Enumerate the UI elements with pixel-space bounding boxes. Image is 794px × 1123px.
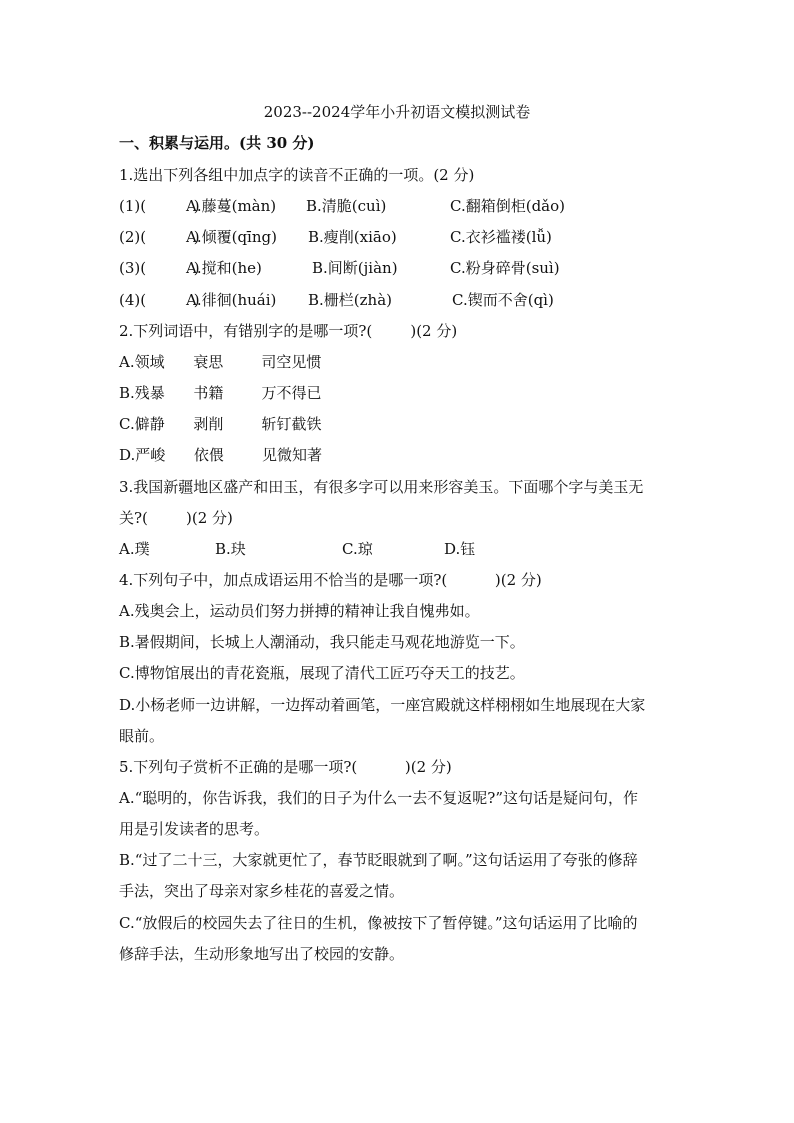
question-3-option: C.琼: [342, 540, 373, 558]
option-a: A.藤蔓(màn): [186, 197, 277, 215]
question-5-option-b: B.“过了二十三，大家就更忙了，春节眨眼就到了啊。”这句话运用了夸张的修辞: [119, 851, 638, 869]
question-4-option-c: C.博物馆展出的青花瓷瓶，展现了清代工匠巧夺天工的技艺。: [119, 664, 525, 682]
option-b: B.栅栏(zhà): [308, 291, 393, 309]
question-3-option: D.钰: [444, 540, 476, 558]
section-heading: 一、积累与运用。(共 30 分): [119, 134, 315, 152]
question-2-option: A.领域 衰思 司空见惯: [119, 353, 322, 371]
option-c: C.翻箱倒柜(dǎo): [450, 197, 565, 215]
answer-blank[interactable]: (4)( ): [119, 291, 200, 309]
question-4-option-d: D.小杨老师一边讲解，一边挥动着画笔，一座宫殿就这样栩栩如生地展现在大家: [119, 696, 646, 714]
option-a: A.倾覆(qīng): [186, 228, 277, 246]
answer-blank[interactable]: (2)( ): [119, 228, 200, 246]
option-c: C.锲而不舍(qì): [452, 291, 554, 309]
question-5-option-a: A.“聪明的，你告诉我，我们的日子为什么一去不复返呢?”这句话是疑问句，作: [119, 789, 638, 807]
question-3-option: A.璞: [119, 540, 150, 558]
question-2-option: B.残暴 书籍 万不得已: [119, 384, 322, 402]
exam-title: 2023--2024学年小升初语文模拟测试卷: [263, 103, 531, 121]
option-b: B.清脆(cuì): [306, 197, 387, 215]
question-5-option-a-cont: 用是引发读者的思考。: [119, 820, 270, 838]
question-2-option: C.僻静 剥削 斩钉截铁: [119, 415, 322, 433]
question-4-stem: 4.下列句子中，加点成语运用不恰当的是哪一项?( )(2 分): [119, 571, 542, 589]
answer-blank[interactable]: (1)( ): [119, 197, 200, 215]
option-b: B.间断(jiàn): [312, 259, 398, 277]
question-3-stem: 3.我国新疆地区盛产和田玉，有很多字可以用来形容美玉。下面哪个字与美玉无: [119, 478, 644, 496]
question-5-option-c: C.“放假后的校园失去了往日的生机，像被按下了暂停键。”这句话运用了比喻的: [119, 914, 638, 932]
question-5-stem: 5.下列句子赏析不正确的是哪一项?( )(2 分): [119, 758, 452, 776]
option-c: C.粉身碎骨(suì): [450, 259, 560, 277]
option-a: A.徘徊(huái): [186, 291, 277, 309]
question-4-option-b: B.暑假期间，长城上人潮涌动，我只能走马观花地游览一下。: [119, 633, 525, 651]
question-5-option-b-cont: 手法，突出了母亲对家乡桂花的喜爱之情。: [119, 882, 405, 900]
option-c: C.衣衫褴褛(lǚ): [450, 228, 552, 246]
option-b: B.瘦削(xiāo): [308, 228, 397, 246]
question-1-stem: 1.选出下列各组中加点字的读音不正确的一项。(2 分): [119, 166, 475, 184]
question-4-option-a: A.残奥会上，运动员们努力拼搏的精神让我自愧弗如。: [119, 602, 480, 620]
question-5-option-c-cont: 修辞手法，生动形象地写出了校园的安静。: [119, 945, 405, 963]
option-a: A.搅和(he): [186, 259, 262, 277]
answer-blank[interactable]: (3)( ): [119, 259, 200, 277]
question-2-stem: 2.下列词语中，有错别字的是哪一项?( )(2 分): [119, 322, 458, 340]
question-3-stem-cont: 关?( )(2 分): [119, 509, 233, 527]
question-3-option: B.玦: [215, 540, 246, 558]
question-4-option-d-cont: 眼前。: [119, 727, 165, 745]
question-2-option: D.严峻 依偎 见微知著: [119, 446, 323, 464]
